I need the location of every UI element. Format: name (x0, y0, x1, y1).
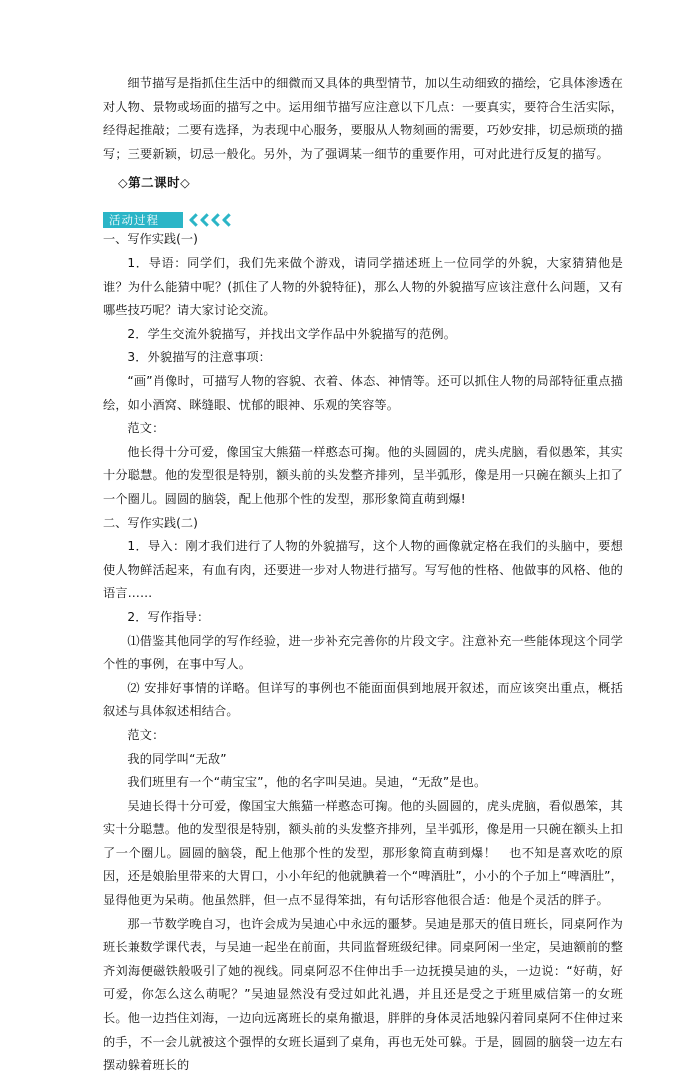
section1-intro: 1．导语：同学们，我们先来做个游戏，请同学描述班上一位同学的外貌，大家猜猜他是谁？为什么能猜中呢？(抓住了人物的外貌特征)，那么人物的外貌描写应该注意什么问题，又有哪些技巧呢？请大家讨论交流。 (103, 256, 623, 318)
lesson-heading (118, 173, 190, 191)
section2-sample-p1: 我们班里有一个“萌宝宝”，他的名字叫吴迪。吴迪，“无敌”是也。 (127, 775, 487, 790)
section2-title: 二、写作实践(二) (103, 515, 198, 530)
section2-guide2: ⑵ 安排好事情的详略。但详写的事例也不能面面俱到地展开叙述，而应该突出重点，概括叙述与具体叙述相结合。 (103, 680, 623, 719)
section1-sample-label: 范文： (127, 421, 165, 436)
section2-sample-label: 范文： (127, 727, 165, 742)
diamond-left-icon: ◇ (118, 175, 129, 190)
section1-sample: 他长得十分可爱，像国宝大熊猫一样憨态可掬。他的头圆圆的，虎头虎脑，看似愚笨，其实十分聪慧。他的发型很是特别，额头前的头发整齐排列，呈半弧形，像是用一只碗在额头上扣了一个圈儿。圆圆的脑袋，配上他那个性的发型，那形象简直萌到爆! (103, 444, 623, 506)
intro-paragraph: 细节描写是指抓住生活中的细微而又具体的典型情节，加以生动细致的描绘，它具体渗透在对人物、景物或场面的描写之中。运用细节描写应注意以下几点：一要真实，要符合生活实际，经得起推敲；二要有选择，为表现中心服务，要服从人物刻画的需要，巧妙安排，切忌烦琐的描写；三要新颖，切忌一般化。另外，为了强调某一细节的重要作用，可对此进行反复的描写。 (103, 76, 623, 161)
section2-sample-title: 我的同学叫“无敌” (127, 751, 227, 766)
section2-sample-p2: 吴迪长得十分可爱，像国宝大熊猫一样憨态可掬。他的头圆圆的，虎头虎脑，看似愚笨，其实十分聪慧。他的发型很是特别，额头前的头发整齐排列，呈半弧形，像是用一只碗在额头上扣了一个圈儿。圆圆的脑袋，配上他那个性的发型，那形象简直萌到爆！ 也不知是喜欢吃的原因，还是娘胎里带来的大胃口，小小年纪的他就腆着一个“啤酒肚”，小小的个子加上“啤酒肚”，显得他更为呆萌。他虽然胖，但一点不显得笨拙，有句话形容他很合适：他是个灵活的胖子。 (103, 798, 623, 908)
section2-sample-p3: 那一节数学晚自习，也许会成为吴迪心中永远的噩梦。吴迪是那天的值日班长，同桌阿作为班长兼数学课代表，与吴迪一起坐在前面，共同监督班级纪律。同桌阿闲一坐定，吴迪额前的整齐刘海便磁铁般吸引了她的视线。同桌阿忍不住伸出手一边抚摸吴迪的头，一边说：“好萌，好可爱，你怎么这么萌呢？”吴迪显然没有受过如此礼遇，并且还是受之于班里威信第一的女班长。他一边挡住刘海，一边向远离班长的桌角撤退，胖胖的身体灵活地躲闪着同桌阿不住伸过来的手，不一会儿就被这个强悍的女班长逼到了桌角，再也无处可躲。于是，圆圆的脑袋一边左右摆动躲着班长的 (103, 916, 623, 1073)
chevrons-left-icon (187, 213, 231, 227)
section1-title: 一、写作实践(一) (103, 232, 198, 246)
lesson-heading-text: 第二课时 (128, 175, 181, 190)
activity-banner (103, 212, 231, 228)
banner-label: 活动过程 (103, 212, 183, 228)
section2-guide1: ⑴借鉴其他同学的写作经验，进一步补充完善你的片段文字。注意补充一些能体现这个同学个性的事例，在事中写人。 (103, 633, 623, 672)
diamond-right-icon: ◇ (180, 175, 191, 190)
section2-item2: 2．写作指导： (127, 609, 210, 624)
section2-intro: 1．导入：刚才我们进行了人物的外貌描写，这个人物的画像就定格在我们的头脑中，要想使人物鲜活起来，有血有肉，还要进一步对人物进行描写。写写他的性格、他做事的风格、他的语言…… (103, 539, 623, 601)
section1-item2: 2．学生交流外貌描写，并找出文学作品中外貌描写的范例。 (127, 326, 457, 341)
section1-tips: “画”肖像时，可描写人物的容貌、衣着、体态、神情等。还可以抓住人物的局部特征重点描绘，如小酒窝、眯缝眼、忧郁的眼神、乐观的笑容等。 (103, 374, 623, 412)
section1-item3: 3．外貌描写的注意事项： (127, 350, 272, 365)
